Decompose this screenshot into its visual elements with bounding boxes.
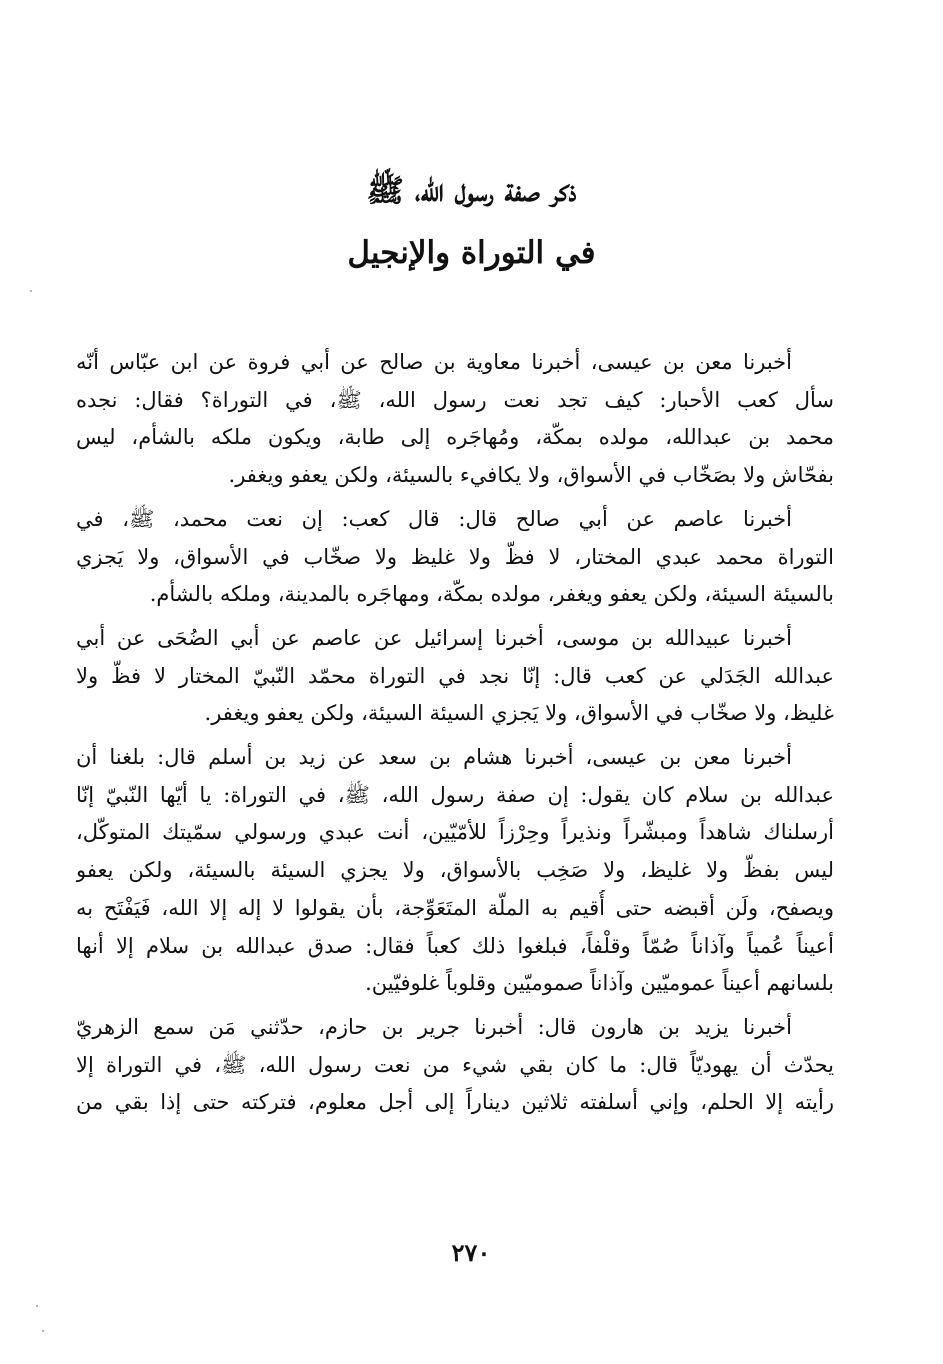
text-line: سأل كعب الأحبار: كيف تجد نعت رسول الله، ﷺ، في التوراة؟ فقال: نجده [76,387,834,412]
text-line: ليس بفظّ ولا غليظ، ولا صَخِب بالأسواق، ولا يجزي السيئة بالسيئة، ولكن يعفو [76,858,834,883]
text-line: التوراة محمد عبدي المختار، لا فظّ ولا غليظ ولا صخّاب في الأسواق، ولا يَجزي [76,544,834,569]
text-line: محمد بن عبدالله، مولده بمكّة، ومُهاجَره إلى طابة، ويكون ملكه بالشأم، ليس [76,425,834,450]
text-line: ويصفح، ولَن أقبضه حتى أُقيم به الملّة المتَعَوِّجة، بأن يقولوا لا إله إلا الله، فَيَفْتَح به [76,895,834,920]
text-line: أخبرنا معن بن عيسى، أخبرنا هشام بن سعد عن زيد بن أسلم قال: بلغنا أن [76,745,792,770]
paragraph [76,620,834,733]
paragraph [76,501,834,614]
scan-speck [42,1330,44,1332]
text-line: عبدالله بن سلام كان يقول: إن صفة رسول الله، ﷺ، في التوراة: يا أيّها النّبيّ إنّا [76,782,834,807]
scan-speck [36,1305,38,1307]
text-line: بلسانهم أعيناً عموميّين وآذاناً صموميّين وقلوباً غلوفيّين. [365,971,834,996]
text-line: أخبرنا عاصم عن أبي صالح قال: قال كعب: إن نعت محمد، ﷺ، في [76,506,792,531]
paragraph [76,344,834,495]
text-line: غليظ، ولا صخّاب في الأسواق، ولا يَجزي السيئة السيئة، ولكن يعفو ويغفر. [204,701,834,726]
text-line: أخبرنا عبيدالله بن موسى، أخبرنا إسرائيل عن عاصم عن أبي الضُحَى عن أبي [76,625,792,650]
chapter-title [150,160,793,284]
paragraph [76,739,834,1003]
text-line: أخبرنا يزيد بن هارون قال: أخبرنا جرير بن حازم، حدّثني مَن سمع الزهريّ [76,1014,792,1039]
chapter-title-line-2: في التوراة والإنجيل [347,235,596,271]
text-line: يحدّث أن يهوديّاً قال: ما كان بقي شيء من نعت رسول الله، ﷺ، في التوراة إلا [76,1052,834,1077]
paragraph [76,1009,834,1122]
text-line: أخبرنا معن بن عيسى، أخبرنا معاوية بن صالح عن أبي فروة عن ابن عبّاس أنّه [76,350,792,374]
text-line: رأيته إلا الحلم، وإني أسلفته ثلاثين ديناراً إلى أجل معلوم، فتركته حتى إذا بقي من [76,1090,834,1115]
text-line: أرسلناك شاهداً ومبشّراً ونذيراً وحِرْزاً للأمّيّين، أنت عبدي ورسولي سمّيتك المتوكّل، [76,820,834,845]
text-line: عبدالله الجَدَلي عن كعب قال: إنّا نجد في التوراة محمّد النّبيّ المختار لا فظّ ولا [76,663,834,688]
text-line: أعيناً عُمياً وآذاناً صُمّاً وقلْفاً، فبلغوا ذلك كعباً فقال: صدق عبدالله بن سلام إلا أنها [76,933,834,958]
text-line: بفحّاش ولا بصَخّاب في الأسواق، ولا يكافيء بالسيئة، ولكن يعفو ويغفر. [228,463,834,488]
page-number: ٢٧٠ [451,1238,491,1267]
body-text [76,344,834,1128]
text-line: بالسيئة السيئة، ولكن يعفو ويغفر، مولده بمكّة، ومهاجَره بالمدينة، وملكه بالشأم. [149,582,834,607]
scan-speck [30,290,32,292]
chapter-title-line-1: ذكر صفة رسول الله، ﷺ [366,173,577,209]
